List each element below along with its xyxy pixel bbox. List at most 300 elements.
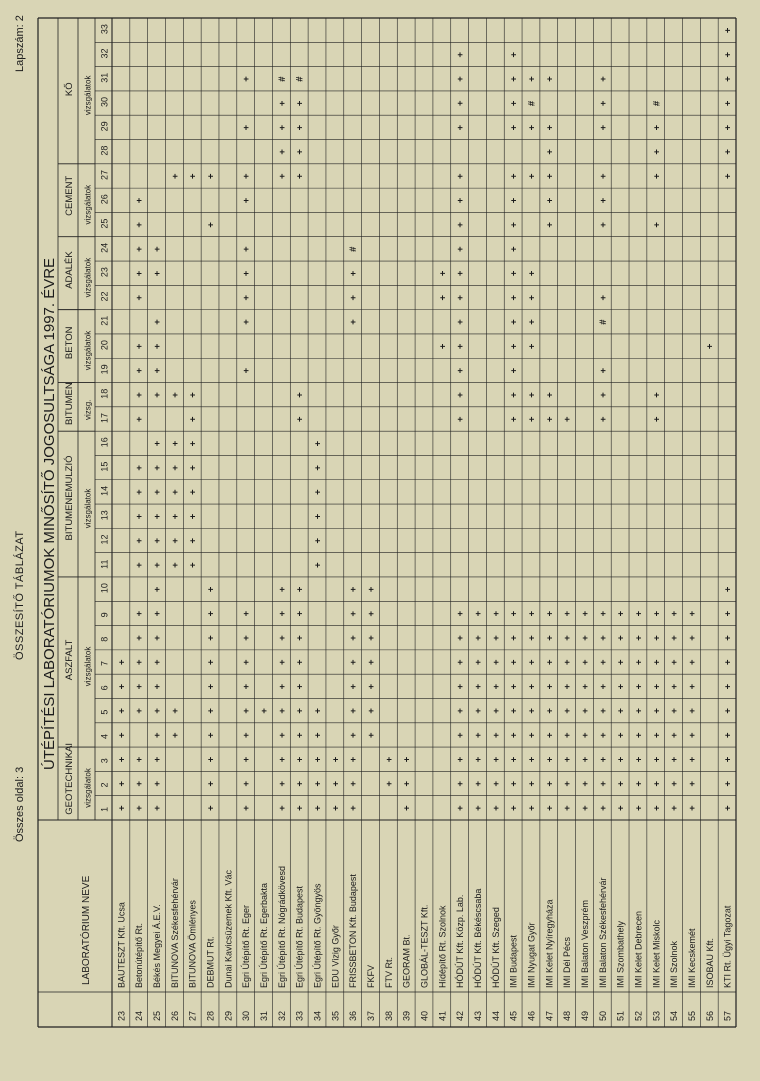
qualification-mark: + — [312, 440, 324, 447]
qualification-mark: + — [686, 659, 698, 666]
qualification-mark: + — [544, 659, 556, 666]
qualification-mark: + — [722, 76, 734, 82]
qualification-mark: + — [455, 246, 467, 252]
qualification-mark: + — [134, 392, 146, 398]
qualification-mark: + — [472, 683, 484, 690]
column-number-16: 16 — [99, 437, 110, 448]
qualification-mark: + — [579, 683, 591, 690]
laboratory-name: Egri Útépítő Rt. Eger — [241, 904, 252, 988]
qualification-mark: + — [472, 805, 484, 811]
column-number-23: 23 — [99, 267, 110, 278]
sheet-number-label: Lapszám: 2 — [14, 15, 26, 72]
qualification-mark: + — [205, 659, 217, 666]
qualification-mark: + — [651, 173, 663, 179]
qualification-mark: + — [615, 780, 627, 787]
laboratory-name: GEORAM Bt. — [401, 934, 412, 988]
laboratory-name: HÓDÚT Kft. Szeged — [490, 907, 501, 988]
qualification-mark: + — [294, 173, 306, 179]
qualification-mark: + — [366, 586, 378, 593]
qualification-mark: + — [490, 635, 502, 641]
qualification-mark: + — [508, 610, 520, 617]
qualification-mark: + — [526, 659, 538, 666]
qualification-mark: + — [704, 343, 716, 350]
qualification-mark: + — [651, 756, 663, 763]
qualification-mark: + — [722, 27, 734, 34]
qualification-mark: + — [169, 489, 181, 495]
qualification-mark: # — [526, 100, 538, 107]
qualification-mark: + — [526, 392, 538, 398]
laboratory-name: FTV Rt. — [383, 957, 394, 988]
qualification-mark: + — [615, 659, 627, 666]
column-number-27: 27 — [99, 169, 110, 180]
qualification-mark: + — [152, 708, 164, 714]
qualification-mark: + — [472, 659, 484, 666]
qualification-mark: + — [651, 392, 663, 398]
qualification-mark: + — [241, 756, 253, 763]
column-number-8: 8 — [99, 636, 110, 642]
qualification-mark: + — [169, 708, 181, 714]
qualification-mark: + — [526, 294, 538, 301]
qualification-mark: + — [579, 756, 591, 763]
qualification-mark: + — [562, 659, 574, 666]
laboratory-name: IMI Kelet Miskolc — [651, 919, 662, 988]
qualification-mark: + — [348, 270, 360, 277]
column-number-20: 20 — [99, 340, 110, 351]
qualification-mark: + — [455, 367, 467, 374]
qualification-mark: + — [597, 780, 609, 787]
qualification-mark: + — [134, 270, 146, 277]
laboratory-name: GLOBÁL-TESZT Kft. — [419, 904, 430, 988]
qualification-mark: + — [152, 805, 164, 811]
laboratory-name: HÓDÚT Kft. Közp. Lab. — [455, 894, 466, 988]
qualification-mark: + — [294, 780, 306, 787]
row-number: 47 — [544, 1010, 555, 1021]
qualification-mark: + — [544, 124, 556, 131]
row-number: 25 — [152, 1010, 163, 1021]
qualification-mark: + — [526, 610, 538, 617]
group-sub-label-1: vizsgálatok — [83, 646, 93, 687]
qualification-mark: + — [508, 416, 520, 422]
column-number-13: 13 — [99, 510, 110, 521]
row-number: 49 — [579, 1010, 590, 1021]
qualification-mark: + — [276, 635, 288, 641]
qualification-mark: + — [669, 635, 681, 641]
qualification-mark: + — [276, 124, 288, 131]
group-label-1: ASZFALT — [64, 639, 75, 681]
qualification-mark: + — [187, 392, 199, 398]
qualification-mark: + — [205, 756, 217, 763]
column-number-22: 22 — [99, 291, 110, 302]
qualification-mark: + — [722, 173, 734, 179]
qualification-mark: + — [152, 780, 164, 787]
qualification-mark: + — [401, 756, 413, 763]
qualification-mark: + — [455, 392, 467, 398]
qualification-mark: + — [383, 780, 395, 787]
qualification-mark: + — [722, 586, 734, 593]
qualification-mark: + — [472, 708, 484, 714]
laboratory-name: FKFV — [366, 964, 377, 988]
qualification-mark: + — [508, 392, 520, 398]
qualification-mark: + — [651, 149, 663, 155]
qualification-mark: + — [508, 367, 520, 374]
qualification-mark: + — [508, 343, 520, 350]
qualification-mark: + — [597, 756, 609, 763]
qualification-mark: + — [152, 756, 164, 763]
qualification-mark: + — [348, 635, 360, 641]
qualification-mark: + — [722, 149, 734, 155]
qualification-mark: + — [276, 149, 288, 155]
qualification-mark: + — [633, 708, 645, 714]
qualification-mark: + — [276, 805, 288, 811]
qualification-mark: + — [597, 732, 609, 738]
qualification-mark: + — [615, 708, 627, 714]
qualification-mark: + — [633, 805, 645, 811]
qualification-mark: + — [544, 610, 556, 617]
qualification-mark: + — [276, 756, 288, 763]
qualification-mark: + — [597, 392, 609, 398]
qualification-mark: + — [597, 367, 609, 374]
qualification-mark: + — [205, 635, 217, 641]
qualification-mark: + — [544, 708, 556, 714]
qualification-mark: + — [169, 173, 181, 179]
qualification-mark: + — [526, 635, 538, 641]
column-number-7: 7 — [99, 661, 110, 667]
group-sub-label-5: vizsgálatok — [83, 257, 93, 298]
qualification-mark: + — [276, 683, 288, 690]
qualification-mark: + — [579, 805, 591, 811]
qualification-mark: + — [455, 659, 467, 666]
row-number: 31 — [259, 1010, 270, 1021]
column-number-10: 10 — [99, 583, 110, 594]
group-label-7: KŐ — [64, 82, 75, 97]
qualification-mark: + — [544, 197, 556, 204]
qualification-mark: + — [134, 537, 146, 544]
qualification-mark: + — [169, 537, 181, 544]
qualification-mark: + — [330, 780, 342, 787]
qualification-mark: + — [294, 683, 306, 690]
qualification-mark: + — [116, 708, 128, 714]
qualification-mark: + — [508, 270, 520, 277]
group-sub-label-0: vizsgálatok — [83, 768, 93, 808]
row-number: 41 — [437, 1010, 448, 1021]
qualification-mark: + — [722, 51, 734, 58]
row-number: 53 — [651, 1010, 662, 1021]
qualification-mark: + — [455, 319, 467, 325]
qualification-mark: + — [294, 659, 306, 666]
qualification-mark: + — [615, 805, 627, 811]
qualification-mark: + — [544, 149, 556, 155]
qualification-mark: + — [187, 465, 199, 471]
qualification-mark: + — [152, 367, 164, 374]
qualification-mark: + — [134, 246, 146, 252]
qualification-mark: # — [276, 76, 288, 82]
qualification-mark: + — [241, 610, 253, 617]
row-number: 45 — [508, 1010, 519, 1021]
qualification-mark: + — [526, 343, 538, 350]
qualification-mark: + — [276, 610, 288, 617]
row-number: 42 — [455, 1010, 466, 1021]
row-number: 55 — [686, 1010, 697, 1021]
laboratory-name: Egri Útépítő Rt. Egerbakta — [259, 882, 270, 988]
qualification-mark: + — [152, 732, 164, 738]
laboratory-name: DEBMUT Rt. — [205, 936, 216, 988]
qualification-mark: + — [348, 756, 360, 763]
qualification-mark: + — [187, 173, 199, 179]
qualification-mark: + — [722, 732, 734, 738]
laboratory-name: BITUNOVA Ömlényes — [187, 900, 198, 988]
column-number-1: 1 — [99, 806, 110, 812]
qualification-mark: + — [669, 610, 681, 617]
qualification-mark: + — [562, 683, 574, 690]
qualification-mark: + — [597, 635, 609, 641]
qualification-mark: + — [241, 659, 253, 666]
qualification-mark: + — [651, 635, 663, 641]
laboratory-name: FRISSBETON Kft. Budapest — [348, 874, 359, 988]
qualification-mark: + — [562, 732, 574, 738]
qualification-mark: + — [544, 222, 556, 228]
qualification-mark: + — [276, 100, 288, 107]
qualification-mark: + — [651, 222, 663, 228]
laboratory-name: IMI Kelet Nyíregyháza — [544, 899, 555, 988]
group-label-6: CEMENT — [64, 175, 75, 216]
qualification-mark: + — [116, 780, 128, 787]
qualification-mark: + — [633, 683, 645, 690]
qualification-mark: + — [633, 659, 645, 666]
qualification-mark: + — [241, 76, 253, 82]
qualification-mark: + — [294, 586, 306, 593]
qualification-mark: + — [722, 780, 734, 787]
qualification-mark: + — [241, 319, 253, 325]
qualification-mark: + — [241, 246, 253, 252]
qualification-mark: + — [562, 805, 574, 811]
qualification-mark: + — [455, 76, 467, 82]
qualification-mark: + — [152, 635, 164, 641]
qualification-mark: + — [615, 635, 627, 641]
qualification-mark: + — [241, 124, 253, 131]
qualification-mark: + — [544, 76, 556, 82]
qualification-mark: + — [276, 732, 288, 738]
qualification-mark: + — [152, 513, 164, 520]
qualification-mark: + — [597, 173, 609, 179]
qualification-mark: + — [562, 610, 574, 617]
laboratory-name: IMI Balaton Székesfehérvár — [597, 877, 608, 988]
qualification-mark: + — [526, 780, 538, 787]
qualification-mark: + — [633, 610, 645, 617]
qualification-mark: + — [526, 270, 538, 277]
qualification-mark: + — [152, 659, 164, 666]
laboratory-name: IMI Kelet Debrecen — [633, 910, 644, 988]
qualification-mark: + — [134, 562, 146, 568]
qualification-mark: + — [169, 392, 181, 398]
qualification-mark: + — [116, 805, 128, 811]
qualification-mark: + — [401, 805, 413, 811]
qualification-mark: + — [579, 732, 591, 738]
qualification-mark: + — [259, 708, 271, 714]
qualification-mark: + — [294, 100, 306, 107]
qualification-mark: + — [526, 76, 538, 82]
qualification-mark: + — [597, 659, 609, 666]
column-number-31: 31 — [99, 72, 110, 83]
qualification-mark: + — [312, 732, 324, 738]
qualification-mark: + — [508, 780, 520, 787]
laboratory-name: Békés Megyei Á.E.V. — [152, 904, 163, 988]
qualification-mark: + — [241, 294, 253, 301]
column-number-24: 24 — [99, 242, 110, 253]
qualification-mark: + — [241, 732, 253, 738]
qualification-mark: + — [187, 537, 199, 544]
qualification-mark: + — [455, 416, 467, 422]
row-number: 27 — [187, 1010, 198, 1021]
laboratory-name: ISOBAU Kft. — [704, 937, 715, 988]
qualification-mark: + — [669, 683, 681, 690]
qualification-mark: + — [508, 246, 520, 252]
column-number-3: 3 — [99, 758, 110, 764]
qualification-mark: + — [134, 659, 146, 666]
qualification-mark: + — [490, 780, 502, 787]
qualification-mark: + — [348, 294, 360, 301]
laboratory-name: Dunai Kavicsüzemek Kft. Vác — [223, 869, 234, 988]
qualification-mark: + — [330, 756, 342, 763]
qualification-mark: + — [276, 173, 288, 179]
laboratory-name: IMI Kecskemét — [686, 928, 697, 988]
qualification-mark: + — [669, 659, 681, 666]
qualification-mark: + — [686, 780, 698, 787]
column-number-19: 19 — [99, 364, 110, 375]
column-number-26: 26 — [99, 194, 110, 205]
qualification-mark: + — [169, 440, 181, 447]
qualification-mark: + — [294, 124, 306, 131]
qualification-mark: + — [544, 756, 556, 763]
qualification-mark: + — [241, 197, 253, 204]
qualification-mark: + — [526, 683, 538, 690]
laboratory-name: IMI Szolnok — [669, 940, 680, 988]
qualification-mark: + — [669, 732, 681, 738]
qualification-mark: + — [508, 732, 520, 738]
qualification-mark: + — [490, 732, 502, 738]
laboratory-name: KTI Rt. Ügyi Tagozat — [722, 905, 733, 988]
group-label-2: BITUMENEMULZIÓ — [64, 455, 75, 541]
qualification-mark: + — [579, 708, 591, 714]
qualification-mark: + — [472, 756, 484, 763]
qualification-mark: + — [152, 586, 164, 593]
row-number: 28 — [205, 1010, 216, 1021]
qualification-mark: + — [455, 683, 467, 690]
qualification-mark: + — [669, 805, 681, 811]
qualification-mark: + — [401, 780, 413, 787]
qualification-mark: + — [366, 683, 378, 690]
column-number-30: 30 — [99, 97, 110, 108]
total-pages-label: Összes oldal: 3 — [14, 766, 26, 842]
qualification-mark: + — [508, 683, 520, 690]
laboratory-name: Betonútépítő Rt. — [134, 922, 145, 988]
qualification-mark: + — [686, 635, 698, 641]
qualification-mark: + — [490, 610, 502, 617]
qualification-mark: + — [116, 732, 128, 738]
qualification-mark: + — [490, 659, 502, 666]
group-sub-label-4: vizsgálatok — [83, 330, 93, 371]
qualification-mark: + — [597, 294, 609, 301]
qualification-mark: + — [508, 708, 520, 714]
qualification-mark: + — [508, 124, 520, 131]
row-number: 51 — [615, 1010, 626, 1021]
qualification-mark: + — [544, 392, 556, 398]
qualification-mark: + — [651, 124, 663, 131]
qualification-mark: + — [348, 586, 360, 593]
column-number-21: 21 — [99, 315, 110, 326]
qualification-mark: + — [651, 708, 663, 714]
row-number: 29 — [223, 1010, 234, 1021]
laboratory-name: Egri Útépítő Rt. Nógrádkövesd — [276, 865, 287, 988]
qualification-mark: + — [597, 76, 609, 82]
group-sub-label-2: vizsgálatok — [83, 488, 93, 529]
qualification-mark: + — [348, 780, 360, 787]
row-number: 38 — [383, 1010, 394, 1021]
qualification-mark: + — [241, 270, 253, 277]
qualification-mark: + — [169, 562, 181, 568]
qualification-mark: + — [490, 683, 502, 690]
qualification-mark: + — [152, 610, 164, 617]
qualification-mark: + — [455, 780, 467, 787]
qualification-mark: + — [455, 222, 467, 228]
qualification-mark: + — [579, 610, 591, 617]
laboratory-name: Egri Útépítő Rt. Gyöngyös — [312, 883, 323, 988]
qualification-mark: + — [205, 708, 217, 714]
qualification-mark: + — [597, 124, 609, 131]
qualification-mark: + — [490, 708, 502, 714]
row-number: 54 — [669, 1010, 680, 1021]
qualification-mark: + — [152, 392, 164, 398]
laboratory-name: BITUNOVA Székesfehérvár — [169, 878, 180, 988]
row-number: 35 — [330, 1010, 341, 1021]
column-number-4: 4 — [99, 733, 110, 739]
qualification-mark: + — [472, 732, 484, 738]
qualification-mark: + — [366, 659, 378, 666]
qualification-mark: + — [455, 635, 467, 641]
qualification-mark: + — [579, 659, 591, 666]
qualification-mark: + — [366, 708, 378, 714]
qualification-mark: + — [152, 440, 164, 447]
qualification-mark: + — [722, 124, 734, 131]
qualification-mark: + — [455, 51, 467, 58]
qualification-mark: + — [597, 416, 609, 422]
qualification-mark: + — [152, 246, 164, 252]
qualification-mark: + — [651, 732, 663, 738]
qualification-mark: + — [526, 756, 538, 763]
qualification-mark: + — [152, 319, 164, 325]
qualification-mark: + — [152, 343, 164, 350]
qualification-mark: + — [686, 805, 698, 811]
qualification-mark: + — [455, 100, 467, 107]
qualification-mark: + — [134, 416, 146, 422]
qualification-mark: + — [455, 173, 467, 179]
qualification-mark: + — [134, 343, 146, 350]
qualification-mark: + — [562, 708, 574, 714]
qualification-mark: + — [205, 780, 217, 787]
qualification-mark: + — [651, 610, 663, 617]
qualification-mark: + — [722, 100, 734, 107]
qualification-mark: + — [526, 732, 538, 738]
qualification-mark: + — [526, 124, 538, 131]
qualification-mark: + — [348, 683, 360, 690]
column-number-2: 2 — [99, 782, 110, 788]
qualification-mark: + — [205, 610, 217, 617]
laboratory-name: IMI Dél Pécs — [562, 936, 573, 988]
qualification-mark: + — [169, 732, 181, 738]
qualification-mark: + — [205, 683, 217, 690]
qualification-mark: + — [544, 732, 556, 738]
column-number-33: 33 — [99, 24, 110, 35]
qualification-mark: + — [544, 416, 556, 422]
